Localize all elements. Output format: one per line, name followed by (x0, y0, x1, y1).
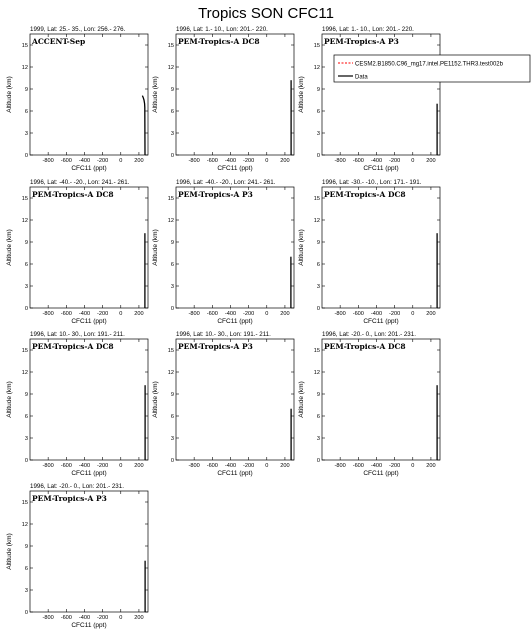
y-tick-label: 12 (21, 522, 28, 528)
y-axis-label: Altitude (km) (6, 76, 13, 113)
y-tick-label: 3 (24, 284, 28, 290)
y-tick-label: 15 (21, 500, 28, 506)
x-tick-label: -800 (42, 615, 54, 621)
y-tick-label: 3 (316, 284, 320, 290)
y-tick-label: 0 (316, 153, 320, 159)
y-tick-label: 15 (167, 196, 174, 202)
y-axis-label: Altitude (km) (298, 229, 305, 266)
y-tick-label: 9 (24, 392, 28, 398)
plot-frame (30, 34, 148, 155)
y-tick-label: 15 (167, 43, 174, 49)
panel (152, 179, 294, 325)
x-tick-label: 200 (280, 311, 290, 317)
y-tick-label: 9 (316, 87, 320, 93)
x-tick-label: -600 (60, 615, 72, 621)
y-tick-label: 12 (21, 370, 28, 376)
x-tick-label: 0 (265, 158, 269, 164)
x-tick-label: 200 (280, 463, 290, 469)
panel (298, 179, 440, 325)
x-tick-label: 200 (426, 311, 436, 317)
panel-subtitle: 1996, Lat: 1.- 10., Lon: 201.- 220. (322, 26, 414, 33)
instrument-label: PEM-Tropics-A DC8 (324, 342, 406, 351)
y-tick-label: 9 (316, 240, 320, 246)
instrument-label: PEM-Tropics-A DC8 (178, 37, 260, 46)
x-tick-label: -800 (188, 463, 200, 469)
y-tick-label: 15 (313, 196, 320, 202)
panel-subtitle: 1996, Lat: -40.- -20., Lon: 241.- 261. (176, 179, 276, 186)
x-axis-label: CFC11 (ppt) (363, 470, 399, 477)
x-tick-label: -200 (243, 463, 255, 469)
y-tick-label: 15 (21, 196, 28, 202)
legend-model-label: CESM2.B1850.C96_mg17.intel.PE1152.THR3.test002b (355, 61, 503, 68)
x-tick-label: -600 (352, 311, 364, 317)
y-tick-label: 9 (24, 544, 28, 550)
figure-title: Tropics SON CFC11 (198, 5, 334, 22)
x-tick-label: -200 (243, 158, 255, 164)
x-tick-label: -800 (42, 311, 54, 317)
instrument-label: PEM-Tropics-A DC8 (324, 190, 406, 199)
x-tick-label: -200 (389, 463, 401, 469)
panel (298, 331, 440, 477)
x-tick-label: 0 (119, 463, 123, 469)
y-axis-label: Altitude (km) (298, 381, 305, 418)
x-tick-label: -800 (334, 311, 346, 317)
y-tick-label: 9 (170, 392, 174, 398)
x-axis-label: CFC11 (ppt) (217, 165, 253, 172)
x-tick-label: -400 (224, 311, 237, 317)
instrument-label: PEM-Tropics-A DC8 (32, 342, 114, 351)
y-tick-label: 12 (313, 370, 320, 376)
legend (334, 55, 530, 82)
y-tick-label: 15 (313, 348, 320, 354)
y-tick-label: 15 (21, 348, 28, 354)
x-tick-label: 0 (411, 463, 415, 469)
plot-frame (30, 187, 148, 308)
x-axis-label: CFC11 (ppt) (71, 165, 107, 172)
x-axis-label: CFC11 (ppt) (363, 318, 399, 325)
legend-data-label: Data (355, 74, 368, 81)
y-tick-label: 12 (167, 65, 174, 71)
x-tick-label: -200 (97, 615, 109, 621)
x-tick-label: -600 (352, 158, 364, 164)
y-tick-label: 6 (316, 262, 320, 268)
x-tick-label: -800 (42, 463, 54, 469)
x-tick-label: -200 (97, 463, 109, 469)
y-tick-label: 6 (170, 262, 174, 268)
plot-frame (30, 491, 148, 612)
x-tick-label: 200 (280, 158, 290, 164)
x-tick-label: -600 (60, 463, 72, 469)
panel-subtitle: 1996, Lat: 10.- 30., Lon: 191.- 211. (30, 331, 125, 338)
y-axis-label: Altitude (km) (152, 229, 159, 266)
x-tick-label: -400 (370, 463, 383, 469)
y-tick-label: 3 (316, 436, 320, 442)
x-tick-label: -800 (188, 158, 200, 164)
x-tick-label: 0 (119, 311, 123, 317)
y-tick-label: 0 (170, 458, 174, 464)
instrument-label: PEM-Tropics-A P3 (32, 494, 107, 503)
x-tick-label: -800 (42, 158, 54, 164)
y-axis-label: Altitude (km) (152, 76, 159, 113)
x-tick-label: -400 (78, 615, 91, 621)
x-tick-label: -200 (389, 311, 401, 317)
y-tick-label: 3 (316, 131, 320, 137)
y-tick-label: 6 (24, 414, 28, 420)
y-tick-label: 9 (170, 240, 174, 246)
x-tick-label: 0 (265, 463, 269, 469)
y-axis-label: Altitude (km) (152, 381, 159, 418)
plot-frame (322, 339, 440, 460)
y-tick-label: 0 (170, 153, 174, 159)
instrument-label: PEM-Tropics-A P3 (324, 37, 399, 46)
x-tick-label: -200 (97, 158, 109, 164)
y-axis-label: Altitude (km) (6, 533, 13, 570)
instrument-label: PEM-Tropics-A P3 (178, 342, 253, 351)
x-axis-label: CFC11 (ppt) (71, 318, 107, 325)
panel (152, 26, 294, 172)
y-tick-label: 9 (24, 87, 28, 93)
y-tick-label: 15 (313, 43, 320, 49)
instrument-label: PEM-Tropics-A P3 (178, 190, 253, 199)
y-tick-label: 6 (316, 109, 320, 115)
panel (6, 483, 148, 629)
y-tick-label: 0 (24, 458, 28, 464)
panel (152, 331, 294, 477)
panel (6, 331, 148, 477)
plot-frame (30, 339, 148, 460)
x-tick-label: -400 (224, 463, 237, 469)
x-axis-label: CFC11 (ppt) (363, 165, 399, 172)
plot-frame (176, 34, 294, 155)
x-tick-label: -600 (206, 158, 218, 164)
panel-subtitle: 1999, Lat: 25.- 35., Lon: 256.- 276. (30, 26, 126, 33)
panel (6, 179, 148, 325)
y-tick-label: 3 (170, 131, 174, 137)
x-tick-label: 0 (411, 311, 415, 317)
y-tick-label: 0 (24, 610, 28, 616)
x-tick-label: -600 (60, 311, 72, 317)
x-tick-label: -800 (334, 158, 346, 164)
x-axis-label: CFC11 (ppt) (217, 470, 253, 477)
x-tick-label: -800 (334, 463, 346, 469)
y-tick-label: 12 (167, 218, 174, 224)
y-tick-label: 3 (170, 436, 174, 442)
x-tick-label: -400 (370, 158, 383, 164)
x-tick-label: 0 (119, 158, 123, 164)
x-tick-label: -800 (188, 311, 200, 317)
plot-frame (176, 187, 294, 308)
y-axis-label: Altitude (km) (6, 381, 13, 418)
y-tick-label: 6 (170, 109, 174, 115)
y-tick-label: 6 (316, 414, 320, 420)
x-axis-label: CFC11 (ppt) (71, 622, 107, 629)
x-axis-label: CFC11 (ppt) (71, 470, 107, 477)
panel-subtitle: 1996, Lat: -20.- 0., Lon: 201.- 231. (322, 331, 416, 338)
y-tick-label: 12 (167, 370, 174, 376)
y-tick-label: 12 (313, 218, 320, 224)
y-tick-label: 6 (170, 414, 174, 420)
x-tick-label: 200 (426, 158, 436, 164)
x-tick-label: 0 (411, 158, 415, 164)
y-tick-label: 0 (316, 306, 320, 312)
panel (6, 26, 148, 172)
y-tick-label: 0 (24, 153, 28, 159)
y-tick-label: 0 (24, 306, 28, 312)
y-tick-label: 3 (24, 588, 28, 594)
y-tick-label: 9 (170, 87, 174, 93)
y-tick-label: 3 (24, 131, 28, 137)
y-tick-label: 12 (313, 65, 320, 71)
panel-subtitle: 1996, Lat: -40.- -20., Lon: 241.- 261. (30, 179, 130, 186)
panels-group (6, 26, 440, 629)
y-tick-label: 3 (170, 284, 174, 290)
instrument-label: ACCENT-Sep (32, 37, 86, 46)
x-tick-label: -200 (389, 158, 401, 164)
panel-subtitle: 1996, Lat: 1.- 10., Lon: 201.- 220. (176, 26, 268, 33)
x-tick-label: -600 (206, 463, 218, 469)
x-tick-label: -200 (243, 311, 255, 317)
x-tick-label: 200 (134, 615, 144, 621)
x-tick-label: 0 (265, 311, 269, 317)
plot-frame (322, 34, 440, 155)
panel-subtitle: 1996, Lat: -30.- -10., Lon: 171.- 191. (322, 179, 422, 186)
x-tick-label: 200 (426, 463, 436, 469)
y-tick-label: 6 (24, 262, 28, 268)
y-axis-label: Altitude (km) (6, 229, 13, 266)
y-tick-label: 15 (21, 43, 28, 49)
panel (298, 26, 440, 172)
y-tick-label: 15 (167, 348, 174, 354)
y-tick-label: 12 (21, 65, 28, 71)
x-tick-label: -400 (370, 311, 383, 317)
y-tick-label: 3 (24, 436, 28, 442)
y-tick-label: 9 (316, 392, 320, 398)
y-tick-label: 6 (24, 109, 28, 115)
data-profile-line (142, 96, 145, 155)
x-tick-label: -200 (97, 311, 109, 317)
x-tick-label: -400 (78, 311, 91, 317)
x-tick-label: -600 (352, 463, 364, 469)
x-tick-label: -400 (224, 158, 237, 164)
x-tick-label: 200 (134, 158, 144, 164)
x-tick-label: -400 (78, 158, 91, 164)
plot-frame (322, 187, 440, 308)
x-axis-label: CFC11 (ppt) (217, 318, 253, 325)
y-tick-label: 6 (24, 566, 28, 572)
y-tick-label: 0 (170, 306, 174, 312)
panel-subtitle: 1996, Lat: -20.- 0., Lon: 201.- 231. (30, 483, 124, 490)
x-tick-label: 200 (134, 311, 144, 317)
x-tick-label: 200 (134, 463, 144, 469)
x-tick-label: -600 (206, 311, 218, 317)
y-tick-label: 9 (24, 240, 28, 246)
x-tick-label: 0 (119, 615, 123, 621)
y-axis-label: Altitude (km) (298, 76, 305, 113)
x-tick-label: -400 (78, 463, 91, 469)
x-tick-label: -600 (60, 158, 72, 164)
y-tick-label: 12 (21, 218, 28, 224)
y-tick-label: 0 (316, 458, 320, 464)
instrument-label: PEM-Tropics-A DC8 (32, 190, 114, 199)
plot-frame (176, 339, 294, 460)
panel-subtitle: 1996, Lat: 10.- 30., Lon: 191.- 211. (176, 331, 271, 338)
